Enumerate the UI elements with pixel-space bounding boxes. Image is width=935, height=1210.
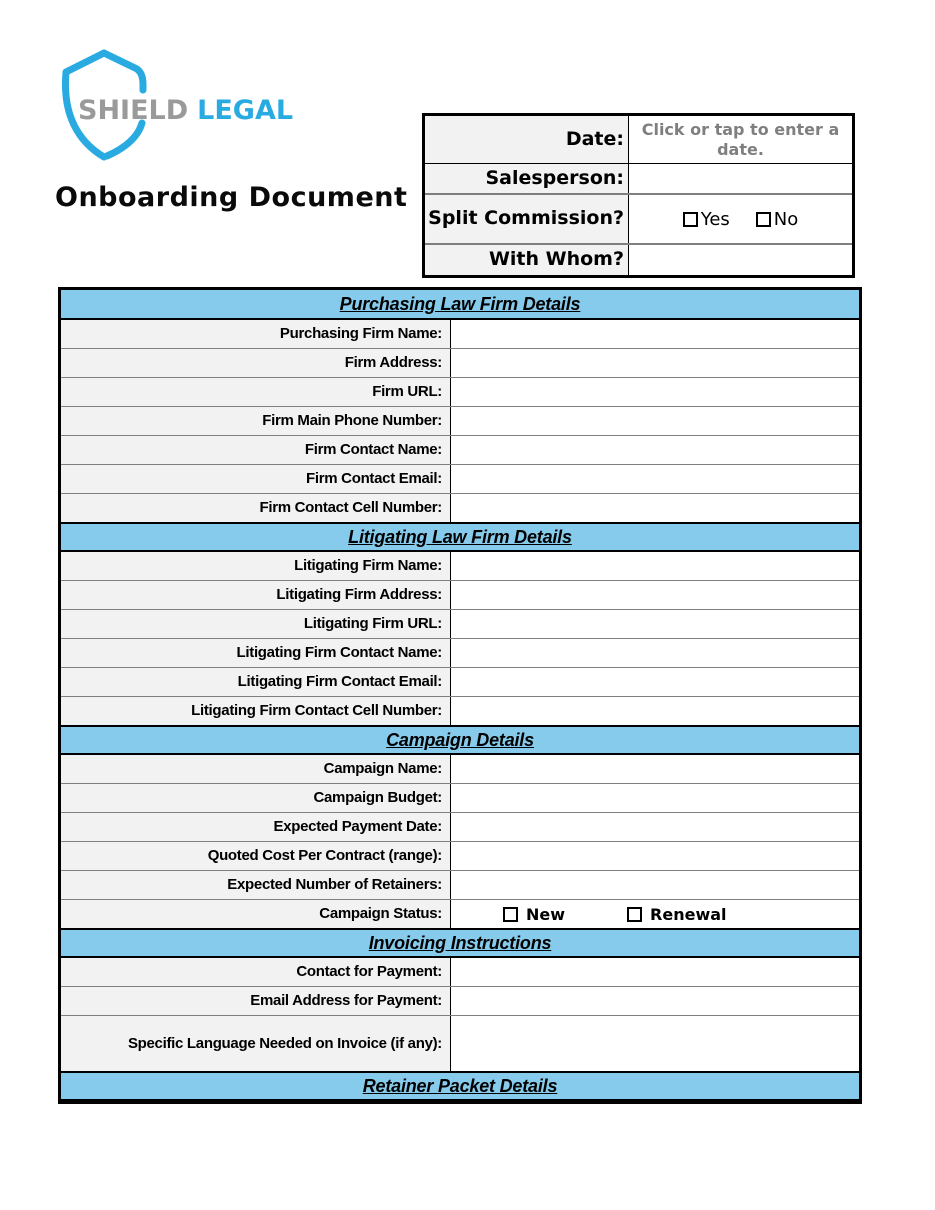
table-row [61, 349, 859, 378]
field-label: Litigating Firm URL: [61, 610, 451, 638]
salesperson-field[interactable] [629, 164, 852, 193]
date-label: Date: [425, 116, 629, 163]
field-label: Firm Contact Email: [61, 465, 451, 493]
field-value[interactable] [451, 1016, 859, 1071]
table-row [61, 407, 859, 436]
field-value[interactable] [451, 639, 859, 667]
field-label: Campaign Name: [61, 755, 451, 783]
checkbox-icon[interactable] [627, 907, 642, 922]
split-commission-row [425, 195, 852, 245]
field-value[interactable] [451, 581, 859, 609]
field-value[interactable] [451, 349, 859, 377]
page-title: Onboarding Document [55, 182, 408, 213]
field-value[interactable] [451, 987, 859, 1015]
section-title: Litigating Law Firm Details [348, 526, 572, 547]
field-label: Litigating Firm Contact Cell Number: [61, 697, 451, 725]
table-row [61, 755, 859, 784]
salesperson-label: Salesperson: [425, 164, 629, 193]
checkbox-option-no[interactable] [756, 209, 798, 230]
field-value [451, 900, 859, 928]
field-label: Campaign Status: [61, 900, 451, 928]
field-value[interactable] [451, 813, 859, 841]
date-field[interactable] [629, 116, 852, 163]
logo-wordmark [78, 95, 293, 126]
table-row [61, 784, 859, 813]
table-row [61, 436, 859, 465]
field-label: Firm Address: [61, 349, 451, 377]
section-title: Retainer Packet Details [362, 1075, 558, 1096]
date-row [425, 116, 852, 164]
table-row [61, 668, 859, 697]
section-header [61, 928, 859, 958]
field-label: Litigating Firm Name: [61, 552, 451, 580]
checkbox-icon[interactable] [503, 907, 518, 922]
field-value[interactable] [451, 378, 859, 406]
field-label: Campaign Budget: [61, 784, 451, 812]
section-header [61, 1071, 859, 1101]
checkbox-label: New [526, 904, 566, 924]
split-commission-label: Split Commission? [425, 195, 629, 243]
field-label: Email Address for Payment: [61, 987, 451, 1015]
field-value[interactable] [451, 610, 859, 638]
field-value[interactable] [451, 784, 859, 812]
table-row [61, 610, 859, 639]
table-row [61, 465, 859, 494]
field-label: Firm Main Phone Number: [61, 407, 451, 435]
logo-word-legal: LEGAL [197, 95, 294, 126]
table-row [61, 871, 859, 900]
field-value[interactable] [451, 755, 859, 783]
section-header [61, 522, 859, 552]
field-value[interactable] [451, 958, 859, 986]
checkbox-option-yes[interactable] [683, 209, 730, 230]
section-header [61, 725, 859, 755]
logo-word-shield: SHIELD [78, 95, 189, 126]
field-label: Expected Payment Date: [61, 813, 451, 841]
split-commission-field [629, 195, 852, 243]
field-label: Firm URL: [61, 378, 451, 406]
checkbox-icon[interactable] [756, 212, 771, 227]
header-info-table [422, 113, 855, 278]
field-label: Expected Number of Retainers: [61, 871, 451, 899]
field-value[interactable] [451, 842, 859, 870]
field-label: Purchasing Firm Name: [61, 320, 451, 348]
table-row [61, 842, 859, 871]
field-value[interactable] [451, 494, 859, 522]
table-row [61, 494, 859, 523]
table-row [61, 958, 859, 987]
section-title: Invoicing Instructions [368, 932, 552, 953]
checkbox-label: Yes [700, 208, 730, 230]
checkbox-label: No [773, 208, 799, 230]
field-value[interactable] [451, 436, 859, 464]
table-row [61, 987, 859, 1016]
with-whom-field[interactable] [629, 245, 852, 275]
company-logo [52, 46, 392, 168]
field-label: Specific Language Needed on Invoice (if any): [61, 1016, 451, 1071]
field-value[interactable] [451, 871, 859, 899]
field-value[interactable] [451, 407, 859, 435]
table-row [61, 581, 859, 610]
field-value[interactable] [451, 668, 859, 696]
with-whom-row [425, 245, 852, 275]
table-row [61, 552, 859, 581]
table-row [61, 320, 859, 349]
section-title: Campaign Details [386, 729, 534, 750]
field-label: Litigating Firm Contact Email: [61, 668, 451, 696]
table-row [61, 378, 859, 407]
checkbox-option-new[interactable] [503, 905, 565, 924]
field-label: Contact for Payment: [61, 958, 451, 986]
checkbox-label: Renewal [650, 904, 727, 924]
checkbox-icon[interactable] [683, 212, 698, 227]
field-label: Firm Contact Cell Number: [61, 494, 451, 522]
section-header [61, 290, 859, 320]
field-value[interactable] [451, 552, 859, 580]
field-label: Firm Contact Name: [61, 436, 451, 464]
field-value[interactable] [451, 320, 859, 348]
table-row [61, 813, 859, 842]
salesperson-row [425, 164, 852, 195]
section-title: Purchasing Law Firm Details [339, 293, 581, 314]
table-row [61, 900, 859, 929]
checkbox-option-renewal[interactable] [627, 905, 726, 924]
field-value[interactable] [451, 697, 859, 725]
table-row [61, 639, 859, 668]
field-label: Litigating Firm Contact Name: [61, 639, 451, 667]
table-row [61, 1016, 859, 1072]
table-row [61, 697, 859, 726]
date-placeholder[interactable]: Click or tap to enter a date. [641, 119, 840, 159]
form-table [58, 287, 862, 1104]
field-value[interactable] [451, 465, 859, 493]
field-label: Quoted Cost Per Contract (range): [61, 842, 451, 870]
with-whom-label: With Whom? [425, 245, 629, 275]
field-label: Litigating Firm Address: [61, 581, 451, 609]
